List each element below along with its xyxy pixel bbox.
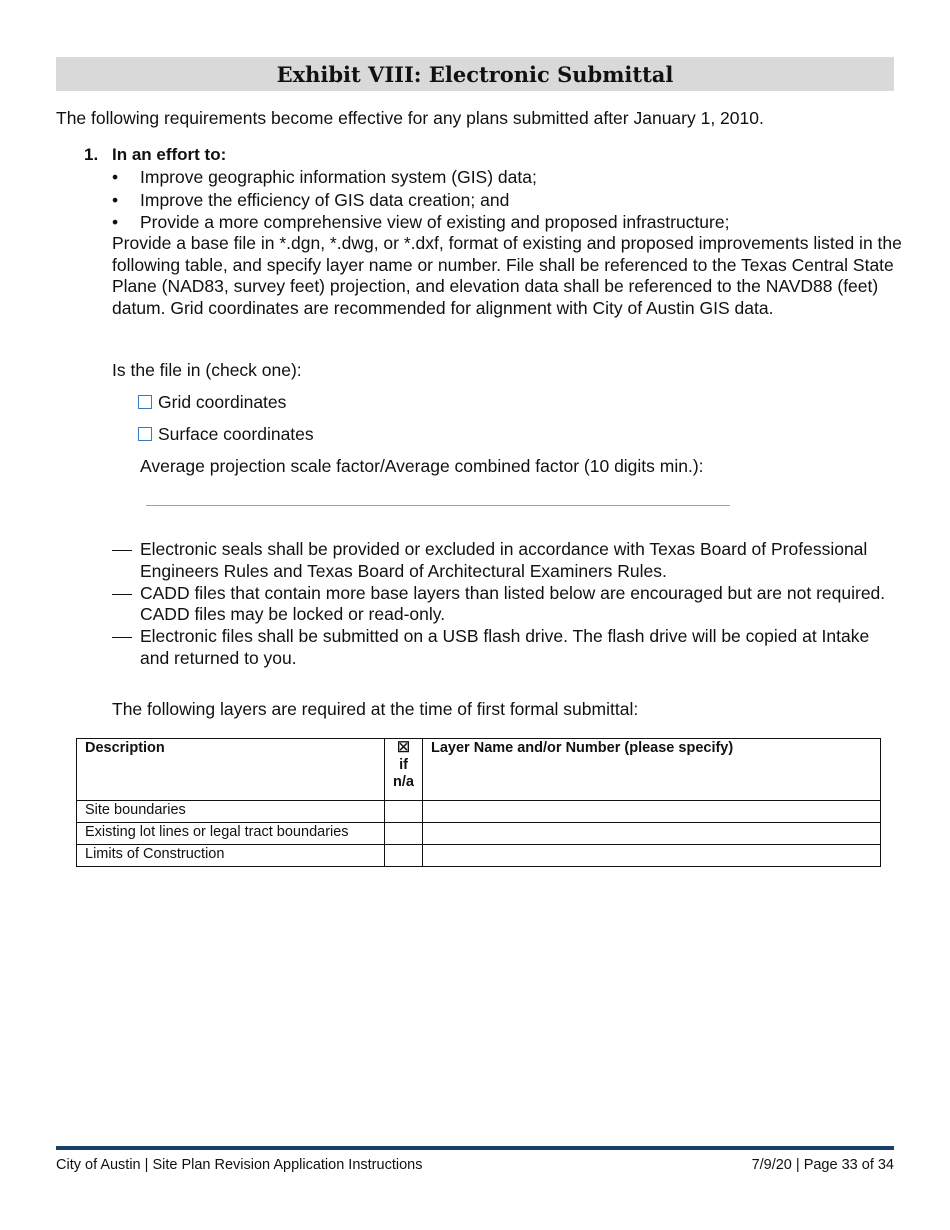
section-heading-text: In an effort to: xyxy=(112,145,227,164)
option-surface-coordinates[interactable] xyxy=(138,423,314,445)
title-bar xyxy=(56,57,894,91)
row-na-cell[interactable] xyxy=(385,845,423,867)
intro-text: The following requirements become effective for any plans submitted after January 1, 2010. xyxy=(56,108,764,128)
row-layer-cell[interactable] xyxy=(423,823,881,845)
footer-document-title: City of Austin | Site Plan Revision Application Instructions xyxy=(56,1157,423,1173)
footer-rule xyxy=(56,1146,894,1150)
layers-table xyxy=(76,738,881,867)
row-layer-cell[interactable] xyxy=(423,801,881,823)
base-file-paragraph: Provide a base file in *.dgn, *.dwg, or *.dxf, format of existing and proposed improvements listed in the following table, and specify layer name or number. File shall be referenced to the Texas Central State Plane (NAD83, survey feet) projection, and elevation data shall be referenced to the NAVD88 (feet) datum. Grid coordinates are recommended for alignment with City of Austin GIS data. xyxy=(112,233,902,319)
grid-coordinates-checkbox[interactable] xyxy=(138,395,152,409)
table-header-row xyxy=(77,739,881,801)
requirement-item: Electronic files shall be submitted on a USB flash drive. The flash drive will be copied at Intake and returned to you. xyxy=(112,626,892,670)
header-layer: Layer Name and/or Number (please specify) xyxy=(423,739,881,801)
layers-lead-text: The following layers are required at the time of first formal submittal: xyxy=(112,699,639,719)
checked-box-icon: ☒ xyxy=(397,740,410,756)
requirement-item: Electronic seals shall be provided or excluded in accordance with Texas Board of Professional Engineers Rules and Texas Board of Architectural Examiners Rules. xyxy=(112,539,892,583)
goal-item: • Provide a more comprehensive view of existing and proposed infrastructure; xyxy=(112,211,912,234)
row-description: Limits of Construction xyxy=(77,845,385,867)
row-na-cell[interactable] xyxy=(385,823,423,845)
table-row xyxy=(77,823,881,845)
scale-factor-input-line[interactable] xyxy=(146,505,730,506)
page-title: Exhibit VIII: Electronic Submittal xyxy=(276,62,674,87)
section-1-heading xyxy=(84,144,226,166)
header-na-text: if n/a xyxy=(393,757,414,790)
requirement-item: CADD files that contain more base layers than listed below are encouraged but are not required. CADD files may be locked or read-only. xyxy=(112,583,892,627)
row-description: Existing lot lines or legal tract boundaries xyxy=(77,823,385,845)
option-grid-coordinates[interactable] xyxy=(138,391,286,413)
scale-factor-label: Average projection scale factor/Average combined factor (10 digits min.): xyxy=(140,456,704,476)
goal-item: • Improve the efficiency of GIS data creation; and xyxy=(112,189,912,212)
grid-coordinates-label: Grid coordinates xyxy=(158,392,287,412)
table-row xyxy=(77,801,881,823)
row-na-cell[interactable] xyxy=(385,801,423,823)
footer-page-number: 7/9/20 | Page 33 of 34 xyxy=(751,1157,894,1173)
section-number: 1. xyxy=(84,145,99,164)
header-description: Description xyxy=(77,739,385,801)
row-layer-cell[interactable] xyxy=(423,845,881,867)
coordinates-question: Is the file in (check one): xyxy=(112,360,302,380)
surface-coordinates-label: Surface coordinates xyxy=(158,424,314,444)
requirements-list xyxy=(112,539,892,670)
surface-coordinates-checkbox[interactable] xyxy=(138,427,152,441)
goal-item: • Improve geographic information system (GIS) data; xyxy=(112,166,912,189)
goals-list xyxy=(112,166,912,234)
row-description: Site boundaries xyxy=(77,801,385,823)
header-na xyxy=(385,739,423,801)
table-row xyxy=(77,845,881,867)
